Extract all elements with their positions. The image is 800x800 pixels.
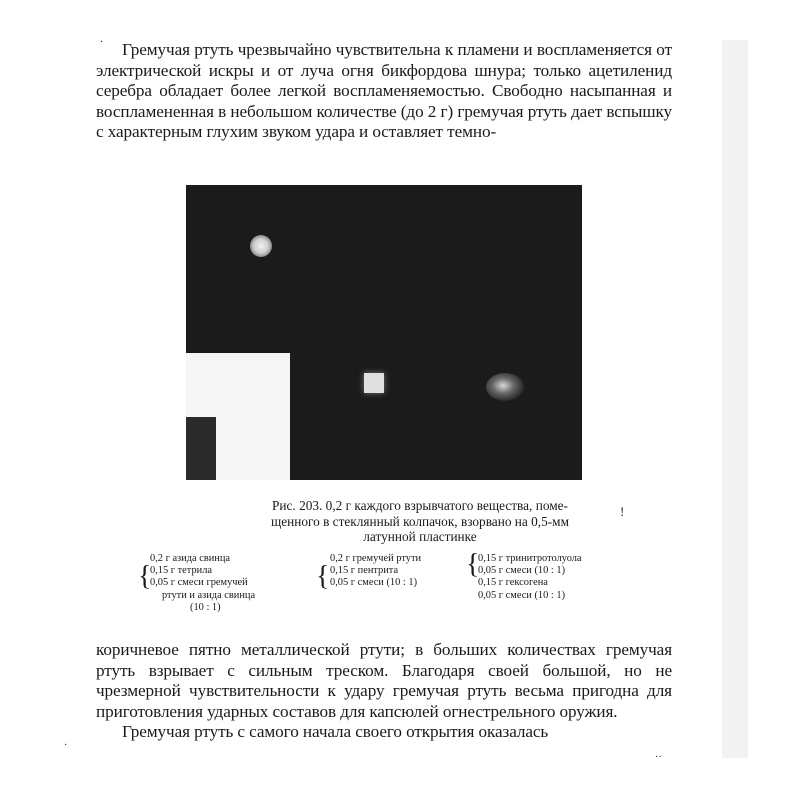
caption-line-3: латунной пластинке	[363, 529, 477, 544]
paragraph-bottom	[96, 640, 672, 743]
legend-middle-line: 0,2 г гремучей ртути	[330, 553, 422, 564]
paragraph-top-text: Гремучая ртуть чрезвычайно чувствительна к пламени и воспламеняется от электрической искры и от луча огня бикфордова шнура; только ацетиленид серебра обладает более легкой воспламеняемостью. Свободно насыпанная и воспламененная в небольшом количестве (до 2 г) гремучая ртуть дает вспышку с характерным глухим звуком удара и оставляет темно-	[96, 40, 672, 142]
paragraph-bottom-1: коричневое пятно металлической ртути; в больших количествах гремучая ртуть взрывает с сильным треском. Благодаря своей большой, но не чрезмерной чувствительности к удару гремучая ртуть весьма пригодна для приготовления ударных составов для капсюлей огнестрельного оружия.	[96, 640, 672, 721]
caption-line-2: щенного в стеклянный колпачок, взорвано на 0,5-мм	[270, 513, 570, 529]
scrollbar[interactable]	[722, 40, 748, 758]
caption-line-1: Рис. 203. 0,2 г каждого взрывчатого вещества, поме-	[272, 498, 568, 513]
legend-right-line: 0,05 г смеси (10 : 1)	[478, 589, 566, 601]
legend-right-line: 0,15 г гексогена	[478, 577, 548, 589]
figure-caption	[210, 498, 630, 545]
legend-left-line: ртути и азида свинца	[162, 589, 256, 601]
photo-spot-center	[364, 373, 384, 393]
scan-speck: ·	[64, 740, 68, 751]
explosion-photo	[186, 185, 582, 480]
legend-middle-line: 0,15 г пентрита	[330, 565, 399, 577]
legend-right	[466, 549, 582, 602]
paragraph-bottom-2: Гремучая ртуть с самого начала своего открытия оказалась	[122, 722, 549, 742]
photo-spot-upper-left	[250, 235, 272, 257]
legend-brace: {	[316, 561, 330, 592]
legend-right-line: 0,05 г смеси (10 : 1)	[478, 565, 566, 577]
legend-left-line: 0,15 г тетрила	[150, 565, 213, 577]
legend-middle-line: 0,05 г смеси (10 : 1)	[330, 577, 418, 589]
legend-left-line: 0,2 г азида свинца	[150, 553, 231, 564]
legend-left	[138, 553, 256, 614]
paragraph-top	[96, 40, 672, 143]
legend-middle	[316, 553, 422, 592]
legend-brace: {	[466, 549, 480, 580]
legend-left-line: (10 : 1)	[190, 601, 221, 613]
scan-speck: ·	[100, 37, 104, 48]
legend-right-line: 0,15 г тринитротолуола	[478, 553, 582, 564]
legend-left-line: 0,05 г смеси гремучей	[150, 577, 248, 589]
photo-spot-right	[486, 373, 524, 401]
caption-mark: !	[620, 504, 625, 519]
legend-brace: {	[138, 561, 152, 592]
photo-dark-notch	[186, 417, 216, 480]
scan-speck: ··	[655, 752, 662, 763]
